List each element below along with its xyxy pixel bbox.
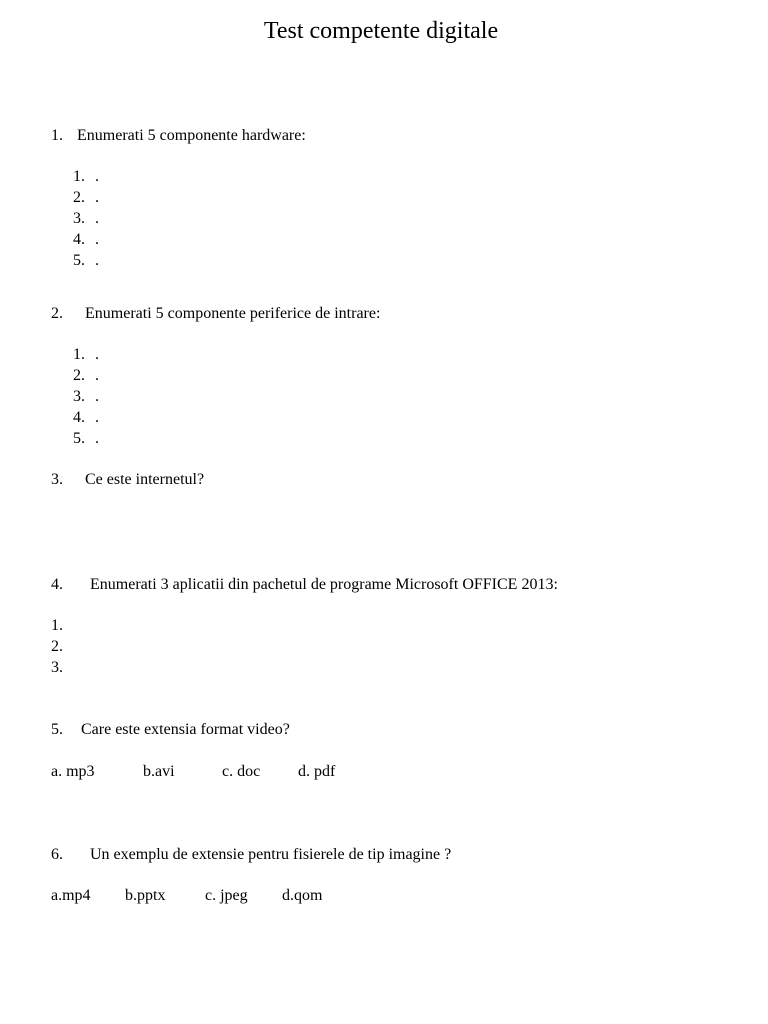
- option-c: c. jpeg: [205, 887, 248, 904]
- option-d: d. pdf: [298, 763, 336, 780]
- option-a: a. mp3: [51, 763, 95, 780]
- question-number: 2.: [51, 305, 63, 322]
- question-2: [51, 305, 380, 323]
- list-item: 4. .: [73, 409, 99, 426]
- question-text: Enumerati 5 componente hardware:: [77, 127, 306, 144]
- question-text: Ce este internetul?: [85, 471, 205, 488]
- question-6: [51, 846, 451, 864]
- question-5: [51, 721, 290, 739]
- question-number: 6.: [51, 846, 63, 863]
- list-item: 5. .: [73, 252, 99, 269]
- list-item: 3.: [51, 659, 63, 676]
- page-title: Test competente digitale: [263, 18, 499, 44]
- question-text: Enumerati 3 aplicatii din pachetul de programe Microsoft OFFICE 2013:: [90, 576, 558, 593]
- question-3: [51, 471, 204, 489]
- question-number: 5.: [51, 721, 63, 738]
- question-number: 4.: [51, 576, 63, 593]
- list-item: 1. .: [73, 168, 99, 185]
- question-number: 1.: [51, 127, 63, 144]
- option-b: b.pptx: [125, 887, 166, 904]
- question-number: 3.: [51, 471, 63, 488]
- option-c: c. doc: [222, 763, 261, 780]
- question-4: [51, 576, 558, 594]
- list-item: 2.: [51, 638, 63, 655]
- list-item: 5. .: [73, 430, 99, 447]
- list-item: 3. .: [73, 388, 99, 405]
- question-text: Enumerati 5 componente periferice de intrare:: [85, 305, 381, 322]
- question-text: Un exemplu de extensie pentru fisierele de tip imagine ?: [90, 846, 452, 863]
- list-item: 4. .: [73, 231, 99, 248]
- question-1: [51, 127, 306, 145]
- list-item: 1. .: [73, 346, 99, 363]
- option-d: d.qom: [282, 887, 323, 904]
- list-item: 2. .: [73, 367, 99, 384]
- list-item: 2. .: [73, 189, 99, 206]
- list-item: 3. .: [73, 210, 99, 227]
- option-b: b.avi: [143, 763, 175, 780]
- list-item: 1.: [51, 617, 63, 634]
- question-text: Care este extensia format video?: [81, 721, 290, 738]
- option-a: a.mp4: [51, 887, 91, 904]
